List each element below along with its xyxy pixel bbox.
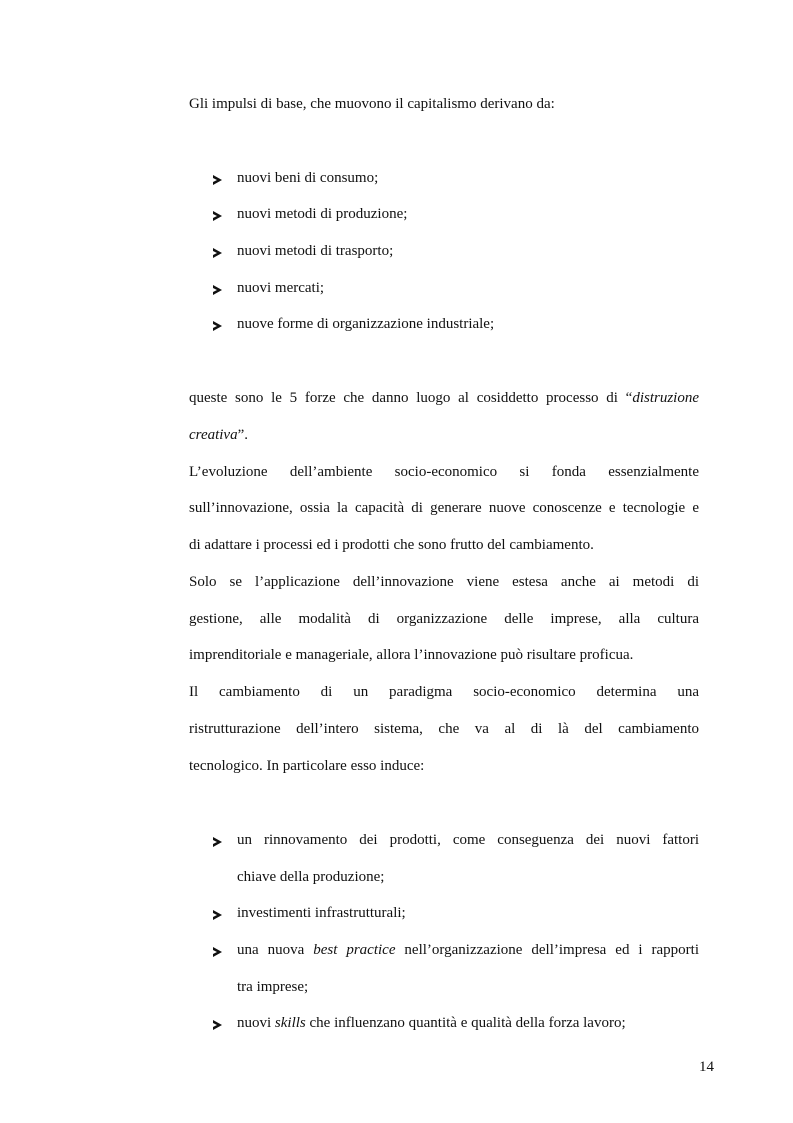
effect-item-4-pre: nuovi [237,1015,275,1031]
force-item-3: nuovi metodi di trasporto; [237,243,394,259]
paragraph-2-line-2: sull’innovazione, ossia la capacità di generare nuove conoscenze e tecnologie e [189,500,699,516]
paragraph-4-line-2: ristrutturazione dell’intero sistema, che va al di là del cambiamento [189,721,699,737]
effect-item-4 [237,1015,699,1032]
bullet-arrow-icon [213,907,222,924]
effect-item-3-post: nell’organizzazione dell’impresa ed i rapporti [395,942,699,958]
paragraph-1-line-2 [189,427,699,444]
paragraph-3-line-2: gestione, alle modalità di organizzazione delle imprese, alla cultura [189,611,699,627]
paragraph-4-line-3: tecnologico. In particolare esso induce: [189,758,425,774]
effect-item-3-pre: una nuova [237,942,314,958]
effect-item-4-emphasis: skills [274,1015,306,1031]
paragraph-2-line-1: L’evoluzione dell’ambiente socio-economico si fonda essenzialmente [189,464,699,480]
force-item-2: nuovi metodi di produzione; [237,206,408,222]
bullet-arrow-icon [213,944,222,961]
page-number: 14 [699,1059,714,1075]
effect-item-1-line-1: un rinnovamento dei prodotti, come conseguenza dei nuovi fattori [237,832,699,848]
bullet-arrow-icon [213,208,222,225]
paragraph-1-emphasis: distruzione [632,390,699,406]
bullet-arrow-icon [213,834,222,851]
paragraph-2-line-3: di adattare i processi ed i prodotti che sono frutto del cambiamento. [189,537,594,553]
bullet-arrow-icon [213,245,222,262]
paragraph-3-line-1: Solo se l’applicazione dell’innovazione viene estesa anche ai metodi di [189,574,699,590]
paragraph-1-end: ”. [237,427,249,443]
effect-item-3-line-2: tra imprese; [237,979,309,995]
paragraph-4-line-1: Il cambiamento di un paradigma socio-economico determina una [189,684,699,700]
force-item-4: nuovi mercati; [237,280,325,296]
bullet-arrow-icon [213,172,222,189]
intro-text: Gli impulsi di base, che muovono il capitalismo derivano da: [189,96,555,112]
effect-item-3-emphasis: best practice [313,942,396,958]
effect-item-3-line-1 [237,942,699,959]
effect-item-1-line-2: chiave della produzione; [237,869,385,885]
bullet-arrow-icon [213,318,222,335]
effect-item-4-post: che influenzano quantità e qualità della forza lavoro; [305,1015,626,1031]
paragraph-1-text: queste sono le 5 forze che danno luogo al cosiddetto processo di “ [189,390,633,406]
bullet-arrow-icon [213,1017,222,1034]
force-item-5: nuove forme di organizzazione industriale; [237,316,495,332]
paragraph-3-line-3: imprenditoriale e manageriale, allora l’innovazione può risultare proficua. [189,647,634,663]
force-item-1: nuovi beni di consumo; [237,170,379,186]
paragraph-1-line-1 [189,390,699,407]
effect-item-2: investimenti infrastrutturali; [237,905,406,921]
paragraph-1-emphasis-2: creativa [189,427,238,443]
bullet-arrow-icon [213,282,222,299]
